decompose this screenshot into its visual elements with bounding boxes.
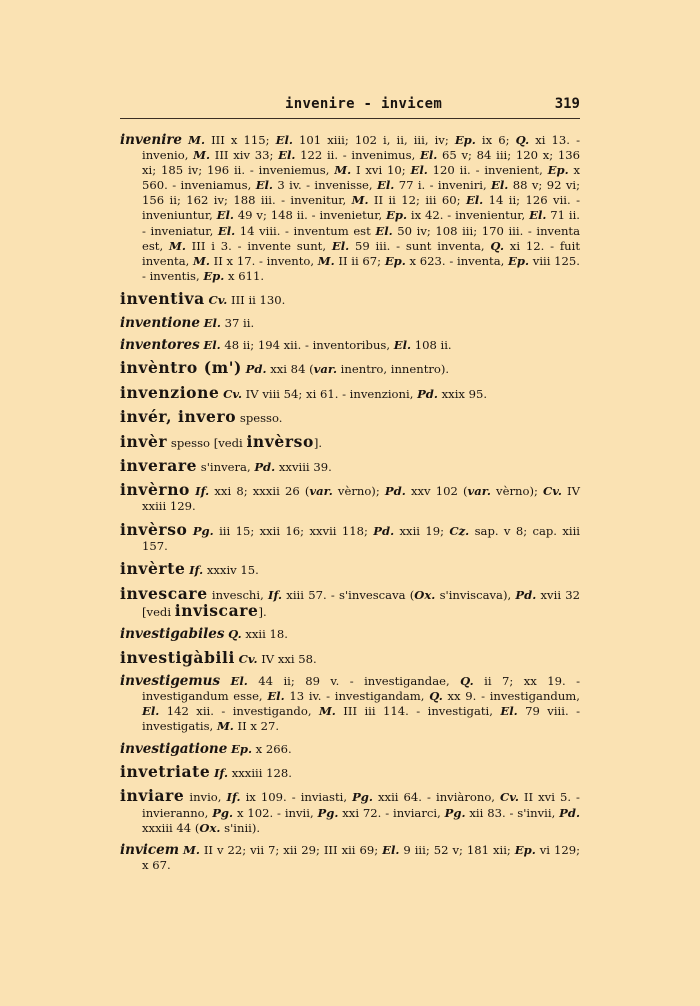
work-abbreviation: Q.: [228, 627, 242, 642]
dictionary-entry: [120, 788, 580, 835]
entry-text: II xvi 5. - invieranno,: [142, 790, 580, 820]
work-abbreviation: M.: [334, 163, 352, 178]
work-abbreviation: If.: [268, 587, 283, 602]
work-abbreviation: El.: [267, 689, 285, 704]
work-abbreviation: El.: [500, 704, 518, 719]
work-abbreviation: If.: [195, 484, 210, 499]
work-abbreviation: El.: [331, 238, 350, 253]
entry-headword: invér, invero: [120, 407, 237, 427]
entry-text: III ii 130.: [227, 293, 286, 308]
work-abbreviation: Pg.: [212, 805, 234, 820]
entry-text: xi 13. - invenio,: [142, 133, 580, 163]
entry-text: II v 22; vii 7; xii 29; III xii 69;: [199, 843, 383, 858]
entry-headword: inventores: [120, 337, 200, 354]
entry-text: xxii 19;: [394, 523, 450, 538]
work-abbreviation: Cv.: [500, 790, 519, 805]
entry-text: II ii 12; iii 60;: [368, 193, 466, 208]
work-abbreviation: M.: [193, 148, 211, 163]
entry-headword: invescare: [120, 583, 208, 603]
entry-text: xxi 72. - inviarci,: [338, 805, 445, 820]
entry-text: invio,: [189, 790, 227, 805]
work-abbreviation: M.: [193, 253, 210, 268]
entry-text: iii 15; xxii 16; xxvii 118;: [213, 523, 374, 538]
entry-text: xxxiii 44 (: [142, 820, 200, 835]
entry-text: ix 42. - invenientur,: [407, 208, 530, 223]
work-abbreviation: Q.: [515, 133, 530, 147]
entry-headword: investigatione: [120, 740, 228, 757]
entry-text: 50 iv; 108 iii; 170 iii. - inventa est,: [142, 223, 580, 253]
entry-text: IV xxi 58.: [257, 651, 317, 666]
entry-text: 65 v; 84 iii; 120 x; 136 xi; 185 iv; 196 ii. - inveniemus,: [142, 148, 581, 178]
work-abbreviation: Q.: [460, 673, 474, 688]
entry-headword: invèrso: [120, 519, 188, 539]
entry-text: xii 83. - s'invii,: [465, 805, 560, 820]
dictionary-entry: [120, 583, 581, 620]
work-abbreviation: El.: [393, 338, 412, 353]
work-abbreviation: El.: [203, 338, 221, 353]
dictionary-entry: [120, 291, 580, 308]
dictionary-entry: [120, 627, 580, 642]
entry-text: vèrno);: [490, 484, 544, 499]
page-header: [120, 96, 580, 116]
work-abbreviation: If.: [189, 563, 204, 578]
dictionary-entry: [120, 482, 580, 514]
work-abbreviation: El.: [375, 223, 393, 238]
entry-headword: investigàbili: [120, 647, 235, 667]
entry-headword: invèrte: [120, 559, 186, 579]
work-abbreviation: Q.: [429, 689, 443, 704]
entry-text: inveschi,: [211, 587, 269, 602]
entry-headword: invenzione: [120, 382, 220, 402]
work-abbreviation: var.: [313, 362, 337, 377]
work-abbreviation: Pd.: [559, 805, 580, 820]
entry-text: xxix 95.: [437, 386, 488, 401]
work-abbreviation: M.: [318, 704, 336, 719]
dictionary-entry: [120, 455, 580, 475]
entry-text: 13 iv. - investigandam,: [284, 689, 430, 704]
work-abbreviation: If.: [214, 766, 229, 781]
work-abbreviation: El.: [465, 193, 484, 208]
entry-headword: invenire: [120, 132, 183, 148]
entry-text: 49 v; 148 ii. - invenietur,: [233, 208, 387, 223]
work-abbreviation: El.: [255, 178, 273, 193]
entry-text: IV xxiii 129.: [142, 484, 581, 514]
entry-text: 3 iv. - invenisse,: [272, 178, 378, 193]
work-abbreviation: El.: [142, 704, 160, 719]
work-abbreviation: Cv.: [238, 651, 258, 666]
entry-headword: investigabiles: [120, 626, 225, 643]
entry-text: ].: [313, 435, 323, 450]
dictionary-entry: [120, 431, 580, 451]
work-abbreviation: Ep.: [508, 253, 530, 268]
work-abbreviation: El.: [491, 178, 509, 193]
work-abbreviation: El.: [278, 148, 296, 163]
work-abbreviation: Pd.: [515, 587, 537, 602]
dictionary-entry: [120, 843, 580, 873]
page-number: 319: [554, 96, 580, 112]
work-abbreviation: Pg.: [317, 805, 339, 820]
entry-text: s'invera,: [200, 459, 255, 474]
entry-headword: invèntro (m'): [120, 358, 242, 378]
entry-text: ii 7; xx 19. - investigandum esse,: [142, 673, 581, 704]
entry-text: vi 129; x 67.: [142, 843, 581, 873]
entry-headword: invèr: [120, 431, 168, 451]
dictionary-entry: [120, 316, 580, 331]
entry-text: 101 xiii; 102 i, ii, iii, iv;: [292, 133, 455, 147]
work-abbreviation: Ep.: [454, 133, 476, 147]
dictionary-entry: [120, 742, 580, 757]
header-rule: [120, 118, 580, 119]
work-abbreviation: If.: [226, 790, 241, 805]
work-abbreviation: El.: [203, 315, 221, 330]
entry-text: ].: [258, 604, 267, 619]
work-abbreviation: Ep.: [231, 741, 252, 756]
entry-text: IV viii 54; xi 61. - invenzioni,: [242, 386, 418, 401]
entry-text: 9 iii; 52 v; 181 xii;: [399, 843, 515, 858]
work-abbreviation: Cz.: [449, 523, 470, 538]
entry-text: xx 9. - investigandum,: [442, 689, 580, 704]
work-abbreviation: var.: [467, 484, 491, 499]
work-abbreviation: Pd.: [373, 523, 395, 538]
entry-text: 108 ii.: [411, 338, 452, 353]
entry-text: xxii 18.: [241, 627, 288, 642]
work-abbreviation: El.: [410, 163, 428, 178]
dictionary-entries: [120, 133, 580, 881]
work-abbreviation: El.: [382, 843, 400, 858]
work-abbreviation: Pg.: [352, 790, 373, 805]
entry-headword: inverare: [120, 455, 198, 475]
entry-text: spesso [vedi: [170, 435, 247, 450]
work-abbreviation: Ep.: [386, 208, 408, 223]
entry-text: 14 viii. - inventum est: [235, 223, 376, 238]
entry-text: x 560. - inveniamus,: [142, 163, 580, 193]
dictionary-entry: [120, 409, 580, 426]
entry-text: I xvi 10;: [351, 163, 411, 178]
entry-headword: inventione: [120, 314, 200, 331]
entry-text: sap. v 8; cap. xiii 157.: [142, 523, 581, 553]
entry-text: III x 115;: [205, 133, 276, 147]
entry-text: III i 3. - invente sunt,: [185, 238, 332, 253]
work-abbreviation: Pg.: [444, 805, 466, 820]
entry-text: s'inviscava),: [435, 587, 516, 602]
work-abbreviation: Pd.: [245, 362, 267, 377]
work-abbreviation: Pd.: [417, 386, 438, 401]
dictionary-entry: [120, 382, 580, 402]
work-abbreviation: Pg.: [192, 523, 214, 538]
entry-text: x 611.: [224, 268, 265, 283]
entry-headword: inviare: [120, 786, 185, 806]
entry-text: 77 i. - inveniri,: [394, 178, 492, 193]
work-abbreviation: var.: [309, 484, 333, 499]
work-abbreviation: Ep.: [514, 843, 536, 858]
work-abbreviation: El.: [216, 208, 234, 223]
dictionary-entry: [120, 674, 580, 734]
work-abbreviation: Q.: [490, 238, 504, 253]
work-abbreviation: Cv.: [543, 484, 562, 499]
entry-text: xvii 32 [vedi: [142, 587, 581, 619]
work-abbreviation: El.: [529, 208, 547, 223]
entry-text: xxxiii 128.: [228, 766, 292, 781]
dictionary-entry: [120, 561, 580, 578]
entry-text: x 623. - inventa,: [405, 253, 509, 268]
dictionary-entry: [120, 519, 581, 554]
entry-text: xxxiv 15.: [203, 563, 259, 578]
entry-headword: invèrno: [120, 480, 190, 500]
work-abbreviation: M.: [351, 193, 369, 208]
entry-text: 14 ii; 126 vii. - inveniuntur,: [142, 193, 580, 223]
entry-text: x 102. - invii,: [233, 805, 318, 820]
entry-text: vèrno);: [332, 484, 385, 499]
work-abbreviation: El.: [420, 148, 438, 163]
entry-text: 37 ii.: [220, 315, 255, 330]
dictionary-entry: [120, 647, 580, 667]
work-abbreviation: El.: [217, 223, 236, 238]
entry-text: ix 6;: [475, 133, 516, 147]
entry-text: 44 ii; 89 v. - investigandae,: [247, 673, 461, 688]
work-abbreviation: M.: [183, 843, 200, 858]
entry-text: xxi 8; xxxii 26 (: [209, 484, 310, 499]
work-abbreviation: Ox.: [199, 820, 221, 835]
work-abbreviation: Ep.: [384, 253, 406, 268]
running-head: invenire - invicem: [285, 96, 443, 112]
entry-text: III xiv 33;: [210, 148, 279, 163]
entry-text: 120 ii. - invenient,: [427, 163, 548, 178]
work-abbreviation: M.: [216, 719, 234, 734]
cross-reference: inviscare: [174, 600, 259, 620]
work-abbreviation: Pd.: [254, 459, 276, 474]
entry-text: 79 viii. - investigatis,: [142, 704, 581, 734]
entry-text: xxii 64. - inviàrono,: [372, 790, 501, 805]
dictionary-entry: [120, 360, 580, 377]
entry-headword: invicem: [120, 842, 180, 859]
entry-text: 59 iii. - sunt inventa,: [349, 238, 491, 253]
dictionary-entry: [120, 133, 580, 284]
entry-headword: inventiva: [120, 289, 205, 309]
entry-text: xxi 84 (: [266, 362, 314, 377]
entry-text: II x 27.: [233, 719, 280, 734]
work-abbreviation: M.: [188, 133, 205, 147]
entry-text: 122 ii. - invenimus,: [295, 148, 420, 163]
work-abbreviation: M.: [317, 253, 335, 268]
entry-text: III iii 114. - investigati,: [335, 704, 501, 719]
entry-text: spesso.: [239, 411, 283, 426]
entry-text: 71 ii. - inveniatur,: [142, 208, 580, 238]
entry-text: s'inii).: [220, 820, 261, 835]
entry-text: x 266.: [251, 741, 292, 756]
work-abbreviation: Pd.: [384, 484, 406, 499]
work-abbreviation: Cv.: [208, 293, 228, 308]
entry-text: II x 17. - invento,: [209, 253, 318, 268]
work-abbreviation: Ep.: [547, 163, 569, 178]
dictionary-entry: [120, 338, 580, 353]
entry-text: viii 125. - inventis,: [142, 253, 580, 283]
entry-text: II ii 67;: [334, 253, 385, 268]
work-abbreviation: Ep.: [203, 268, 225, 283]
work-abbreviation: M.: [168, 238, 186, 253]
entry-text: 88 v; 92 vi; 156 ii; 162 iv; 188 iii. - invenitur,: [142, 178, 581, 208]
entry-text: 48 ii; 194 xii. - inventoribus,: [220, 338, 394, 353]
entry-text: xxviii 39.: [275, 459, 332, 474]
entry-text: xiii 57. - s'invescava (: [282, 587, 415, 602]
work-abbreviation: El.: [275, 133, 293, 147]
work-abbreviation: Ox.: [414, 587, 436, 602]
entry-text: xi 12. - fuit inventa,: [142, 238, 581, 268]
entry-text: 142 xii. - investigando,: [159, 704, 319, 719]
work-abbreviation: Cv.: [223, 386, 242, 401]
entry-headword: invetriate: [120, 762, 211, 782]
work-abbreviation: El.: [230, 673, 248, 688]
work-abbreviation: El.: [377, 178, 395, 193]
entry-text: ix 109. - inviasti,: [240, 790, 353, 805]
cross-reference: invèrso: [246, 431, 314, 451]
entry-headword: investigemus: [120, 672, 221, 689]
dictionary-entry: [120, 764, 580, 781]
entry-text: inentro, innentro).: [337, 362, 450, 377]
entry-text: xxv 102 (: [405, 484, 468, 499]
